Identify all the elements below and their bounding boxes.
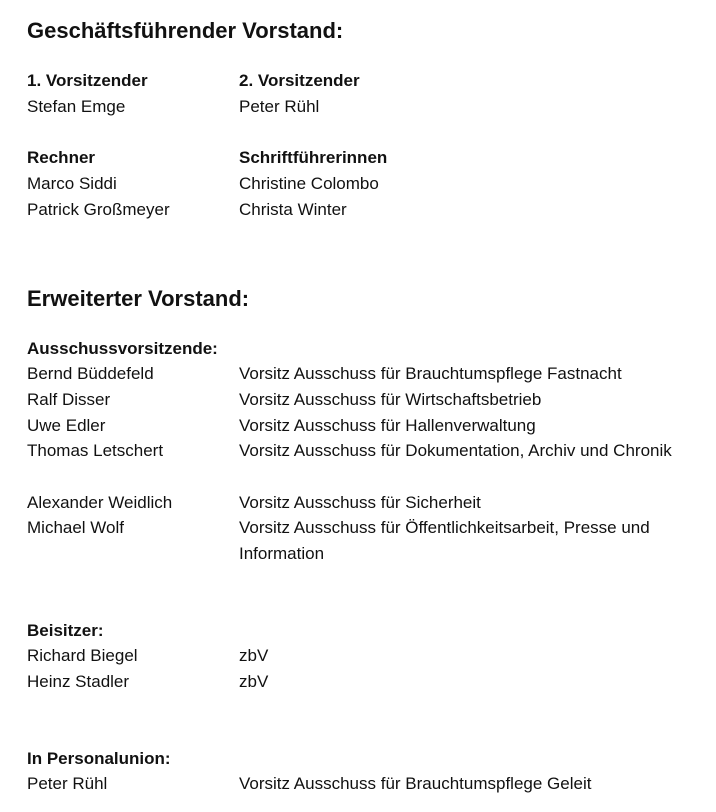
name-schriftfuehrerin-1: Christine Colombo [239, 174, 379, 193]
member-role: Vorsitz Ausschuss für Brauchtumspflege Fastnacht [239, 364, 622, 383]
label-rechner: Rechner [27, 148, 96, 167]
name-1-vorsitzender: Stefan Emge [27, 97, 126, 116]
name-schriftfuehrerin-2: Christa Winter [239, 200, 347, 219]
label-ausschussvorsitzende: Ausschussvorsitzende: [27, 339, 218, 358]
member-name: Bernd Büddefeld [27, 364, 154, 383]
member-role: zbV [239, 646, 269, 665]
member-role: Vorsitz Ausschuss für Öffentlichkeitsarbeit, Presse und Information [239, 518, 650, 563]
member-role: Vorsitz Ausschuss für Hallenverwaltung [239, 416, 536, 435]
heading-geschaeftsfuehrender-vorstand: Geschäftsführender Vorstand: [27, 18, 344, 43]
label-schriftfuehrerinnen: Schriftführerinnen [239, 148, 388, 167]
label-in-personalunion: In Personalunion: [27, 749, 171, 768]
name-rechner-2: Patrick Großmeyer [27, 200, 170, 219]
member-name: Richard Biegel [27, 646, 138, 665]
member-name: Thomas Letschert [27, 441, 164, 460]
member-name: Uwe Edler [27, 416, 106, 435]
member-name: Heinz Stadler [27, 672, 130, 691]
label-2-vorsitzender: 2. Vorsitzender [239, 71, 360, 90]
member-role: Vorsitz Ausschuss für Dokumentation, Archiv und Chronik [239, 441, 672, 460]
member-role: Vorsitz Ausschuss für Brauchtumspflege Geleit [239, 774, 592, 793]
name-2-vorsitzender: Peter Rühl [239, 97, 320, 116]
name-rechner-1: Marco Siddi [27, 174, 117, 193]
member-name: Ralf Disser [27, 390, 111, 409]
member-name: Peter Rühl [27, 774, 108, 793]
member-name: Michael Wolf [27, 518, 124, 537]
label-1-vorsitzender: 1. Vorsitzender [27, 71, 148, 90]
member-role: Vorsitz Ausschuss für Sicherheit [239, 493, 481, 512]
label-beisitzer: Beisitzer: [27, 621, 104, 640]
member-name: Alexander Weidlich [27, 493, 173, 512]
member-role: Vorsitz Ausschuss für Wirtschaftsbetrieb [239, 390, 542, 409]
member-role: zbV [239, 672, 269, 691]
heading-erweiterter-vorstand: Erweiterter Vorstand: [27, 286, 250, 311]
